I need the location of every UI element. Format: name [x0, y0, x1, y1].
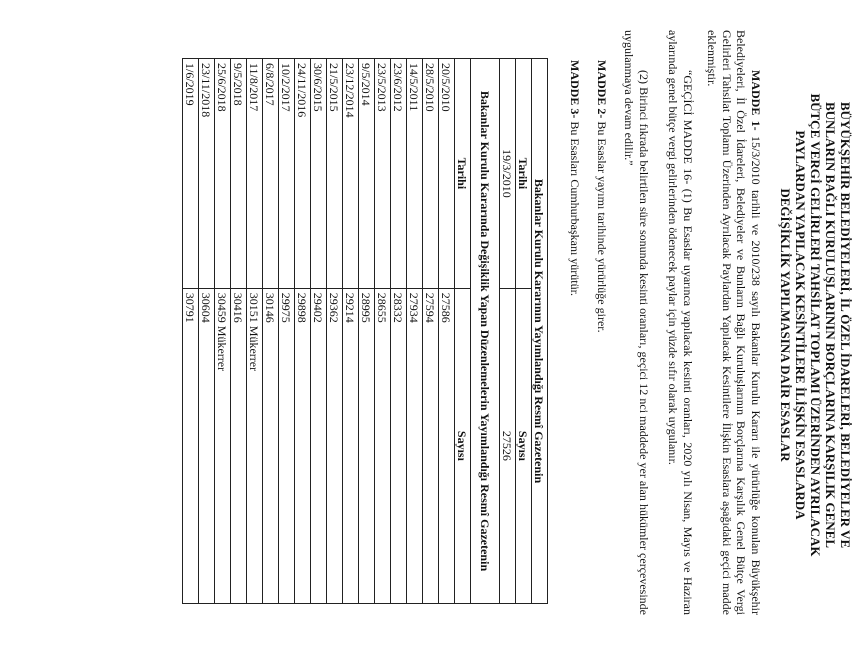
- cell-number: 28995: [359, 288, 375, 603]
- cell-date: 6/8/2017: [263, 59, 279, 289]
- cell-date: 21/5/2015: [327, 59, 343, 289]
- document-title: [778, 60, 853, 590]
- table-row: [263, 59, 279, 604]
- table-row: [311, 59, 327, 604]
- table-row: [343, 59, 359, 604]
- cell-number: 30416: [231, 288, 247, 603]
- cell-number: 30604: [199, 288, 215, 603]
- cell-number: 29402: [311, 288, 327, 603]
- cell-number: 27526: [500, 288, 516, 603]
- col-header-date: Tarihi: [516, 59, 532, 289]
- table-row: [500, 59, 516, 604]
- table-col-header-row: [455, 59, 471, 604]
- cell-number: 29975: [279, 288, 295, 603]
- cell-date: 9/5/2014: [359, 59, 375, 289]
- cell-date: 1/6/2019: [183, 59, 199, 289]
- cell-number: 28655: [375, 288, 391, 603]
- cell-date: 20/5/2010: [439, 59, 455, 289]
- title-line: PAYLARDAN YAPILACAK KESİNTİLERE İLİŞKİN ESASLARDA: [793, 130, 808, 520]
- provisional-article-para-1: “GEÇİCİ MADDE 16- (1) Bu Esaslar uyarınca yapılacak kesinti oranları, 2020 yılı Nisan, Mayıs ve Haziran aylarında genel bütçe vergi gelirlerinden ödenecek paylar için yüzde sıfır olarak uygulanır.: [666, 30, 695, 615]
- table-row: [359, 59, 375, 604]
- cell-date: 14/5/2011: [407, 59, 423, 289]
- table-col-header-row: [516, 59, 532, 604]
- provisional-article-para-2: (2) Birinci fıkrada belirtilen süre sonunda kesinti oranları, geçici 12 nci maddede yer alan hükümler çerçevesinde uygulanmaya devam edilir.”: [622, 30, 651, 615]
- table-row: [439, 59, 455, 604]
- cell-number: 27586: [439, 288, 455, 603]
- table-header-main: Bakanlar Kurulu Kararının Yayımlandığı Resmî Gazetenin: [532, 59, 548, 604]
- article-2-text: Bu Esaslar yayımı tarihinde yürürlüğe girer.: [595, 118, 609, 333]
- table-row: [391, 59, 407, 604]
- cell-date: 25/6/2018: [215, 59, 231, 289]
- article-2-label: MADDE 2-: [595, 60, 609, 119]
- title-line: BUNLARIN BAĞLI KURULUŞLARININ BORÇLARINA KARŞILIK GENEL: [823, 101, 838, 549]
- table-row: [375, 59, 391, 604]
- table-row: [279, 59, 295, 604]
- cell-date: 23/11/2018: [199, 59, 215, 289]
- table-row: [231, 59, 247, 604]
- publication-history-table: [182, 58, 548, 604]
- cell-number: 30459 Mükerrer: [215, 288, 231, 603]
- table-row: [295, 59, 311, 604]
- cell-date: 9/5/2018: [231, 59, 247, 289]
- article-3: [568, 60, 582, 620]
- article-3-label: MADDE 3-: [568, 60, 582, 119]
- cell-date: 23/5/2013: [375, 59, 391, 289]
- cell-number: 29362: [327, 288, 343, 603]
- table-row: [327, 59, 343, 604]
- col-header-number: Sayısı: [516, 288, 532, 603]
- cell-number: 30151 Mükerrer: [247, 288, 263, 603]
- cell-date: 24/11/2016: [295, 59, 311, 289]
- table-row: [423, 59, 439, 604]
- article-1-text: 15/3/2010 tarihli ve 2010/238 sayılı Bakanlar Kurulu Kararı ile yürürlüğe konulan Büyükşehir Belediyeleri, İl Özel İdareleri, Belediyeler ve Bunların Bağlı Kuruluşlarının Borçlarına Karşılık Genel Bütçe Vergi Gelirleri Tahsilat Toplamı Üzerinden Ayrılacak Paylardan Yapılacak Kesintilere İlişkin Esaslara aşağıdaki geçici madde eklenmiştir.: [705, 30, 763, 615]
- table-row: [407, 59, 423, 604]
- cell-number: 29214: [343, 288, 359, 603]
- table-subheader-row: [471, 59, 500, 604]
- cell-number: 27934: [407, 288, 423, 603]
- cell-date: 10/2/2017: [279, 59, 295, 289]
- col-header-date: Tarihi: [455, 59, 471, 289]
- cell-number: 28332: [391, 288, 407, 603]
- table-row: [183, 59, 199, 604]
- cell-date: 28/5/2010: [423, 59, 439, 289]
- cell-date: 19/3/2010: [500, 59, 516, 289]
- cell-number: 30791: [183, 288, 199, 603]
- title-line: BÜYÜKŞEHİR BELEDİYELERİ, İL ÖZEL İDARELERİ, BELEDİYELER VE: [838, 101, 853, 549]
- col-header-number: Sayısı: [455, 288, 471, 603]
- article-3-text: Bu Esasları Cumhurbaşkanı yürütür.: [568, 118, 582, 296]
- table-header-amendments: Bakanlar Kurulu Kararında Değişiklik Yapan Düzenlemelerin Yayımlandığı Resmî Gazetenin: [471, 59, 500, 604]
- cell-date: 23/12/2014: [343, 59, 359, 289]
- cell-date: 11/8/2017: [247, 59, 263, 289]
- table-row: [199, 59, 215, 604]
- table-header-row: [532, 59, 548, 604]
- title-line: DEĞİŞİKLİK YAPILMASINA DAİR ESASLAR: [778, 188, 793, 462]
- cell-date: 30/6/2015: [311, 59, 327, 289]
- article-1: [705, 30, 763, 615]
- cell-number: 27594: [423, 288, 439, 603]
- cell-number: 29898: [295, 288, 311, 603]
- table-row: [247, 59, 263, 604]
- amendment-rows: [183, 59, 455, 604]
- cell-number: 30146: [263, 288, 279, 603]
- article-2: [595, 60, 609, 620]
- title-line: BÜTÇE VERGİ GELİRLERİ TAHSİLAT TOPLAMI ÜZERİNDEN AYRILACAK: [808, 93, 823, 557]
- table-row: [215, 59, 231, 604]
- article-1-label: MADDE 1-: [749, 70, 763, 131]
- cell-date: 23/6/2012: [391, 59, 407, 289]
